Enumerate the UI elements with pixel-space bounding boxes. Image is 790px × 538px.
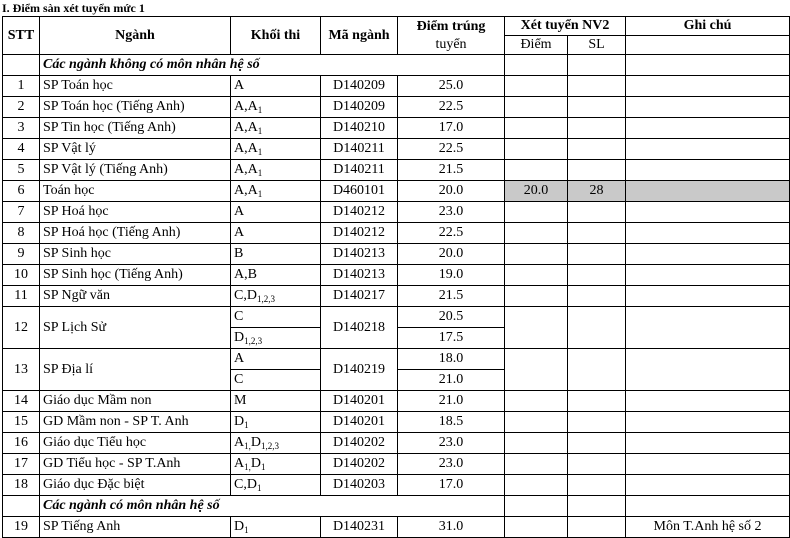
nv2-diem-cell [505, 391, 568, 412]
khoi-thi-cell: $A,A_1$ [231, 181, 321, 202]
table-row [3, 76, 790, 97]
nv2-diem-cell [505, 307, 568, 349]
ma-nganh-cell: D140212 [321, 202, 398, 223]
stt-cell: 8 [3, 223, 40, 244]
nv2-diem-cell [505, 412, 568, 433]
khoi-thi-cell: $A,A_1$ [231, 118, 321, 139]
ghi-chu-cell [626, 55, 790, 76]
table-row [3, 349, 790, 370]
nv2-diem-cell [505, 97, 568, 118]
ghi-chu-cell: Môn T.Anh hệ số 2 [626, 517, 790, 538]
ghi-chu-cell [626, 202, 790, 223]
header-nv2-sl: SL [568, 36, 626, 55]
nv2-diem-cell [505, 433, 568, 454]
khoi-thi-cell: $A_{1,}D_{1,2,3}$ [231, 433, 321, 454]
stt-cell: 19 [3, 517, 40, 538]
table-row [3, 223, 790, 244]
stt-cell: 3 [3, 118, 40, 139]
table-row [3, 118, 790, 139]
nganh-cell: SP Lịch Sử [40, 307, 231, 349]
ghi-chu-cell [626, 265, 790, 286]
nganh-cell: SP Tin học (Tiếng Anh) [40, 118, 231, 139]
nganh-cell: SP Hoá học [40, 202, 231, 223]
ma-nganh-cell: D140209 [321, 97, 398, 118]
nv2-diem-cell [505, 202, 568, 223]
section-row-with-coefficient [3, 496, 790, 517]
ghi-chu-cell [626, 181, 790, 202]
khoi-thi-cell: A [231, 349, 321, 370]
nv2-sl-cell [568, 496, 626, 517]
nv2-sl-cell [568, 454, 626, 475]
nv2-diem-cell [505, 139, 568, 160]
section-label: Các ngành không có môn nhân hệ số [40, 55, 505, 76]
khoi-thi-cell: $D_1$ [231, 517, 321, 538]
nganh-cell: SP Tiếng Anh [40, 517, 231, 538]
diem-trung-tuyen-cell: 23.0 [398, 454, 505, 475]
header-nganh: Ngành [40, 17, 231, 55]
nv2-diem-cell [505, 223, 568, 244]
ghi-chu-cell [626, 433, 790, 454]
nv2-diem-cell [505, 496, 568, 517]
ghi-chu-cell [626, 118, 790, 139]
khoi-thi-cell: $C,D_{1,2,3}$ [231, 286, 321, 307]
nv2-sl-cell [568, 391, 626, 412]
nganh-cell: SP Ngữ văn [40, 286, 231, 307]
nv2-diem-cell [505, 160, 568, 181]
stt-cell: 17 [3, 454, 40, 475]
nganh-cell: SP Sinh học (Tiếng Anh) [40, 265, 231, 286]
stt-cell: 16 [3, 433, 40, 454]
ma-nganh-cell: D140209 [321, 76, 398, 97]
stt-cell: 12 [3, 307, 40, 349]
header-diem-line-1: Điểm trúng [416, 18, 486, 34]
nv2-sl-cell [568, 76, 626, 97]
stt-cell: 11 [3, 286, 40, 307]
diem-trung-tuyen-cell: 20.5 [398, 307, 505, 328]
nganh-cell: GD Mầm non - SP T. Anh [40, 412, 231, 433]
diem-trung-tuyen-cell: 21.0 [398, 391, 505, 412]
admission-table [2, 16, 790, 538]
ghi-chu-cell [626, 223, 790, 244]
table-row [3, 412, 790, 433]
diem-trung-tuyen-cell: 25.0 [398, 76, 505, 97]
ghi-chu-cell [626, 349, 790, 391]
diem-trung-tuyen-cell: 22.5 [398, 139, 505, 160]
nv2-sl-cell [568, 160, 626, 181]
ghi-chu-cell [626, 475, 790, 496]
ma-nganh-cell: D140213 [321, 244, 398, 265]
diem-trung-tuyen-cell: 18.0 [398, 349, 505, 370]
nv2-diem-cell [505, 349, 568, 391]
diem-trung-tuyen-cell: 20.0 [398, 244, 505, 265]
section-stt-blank [3, 496, 40, 517]
table-row [3, 97, 790, 118]
nganh-cell: Toán học [40, 181, 231, 202]
table-row [3, 139, 790, 160]
ma-nganh-cell: D140218 [321, 307, 398, 349]
nv2-sl-cell [568, 55, 626, 76]
stt-cell: 4 [3, 139, 40, 160]
section-row-no-coefficient [3, 55, 790, 76]
header-ghi-chu: Ghi chú [626, 17, 790, 36]
stt-cell: 6 [3, 181, 40, 202]
ma-nganh-cell: D460101 [321, 181, 398, 202]
nganh-cell: SP Sinh học [40, 244, 231, 265]
stt-cell: 2 [3, 97, 40, 118]
stt-cell: 5 [3, 160, 40, 181]
khoi-thi-cell: $D_1$ [231, 412, 321, 433]
khoi-thi-cell: B [231, 244, 321, 265]
stt-cell: 13 [3, 349, 40, 391]
header-stt: STT [3, 17, 40, 55]
ma-nganh-cell: D140217 [321, 286, 398, 307]
header-khoi-thi: Khối thi [231, 17, 321, 55]
diem-trung-tuyen-cell: 22.5 [398, 97, 505, 118]
header-nv2-diem: Điểm [505, 36, 568, 55]
header-ghi-chu-blank [626, 36, 790, 55]
nv2-sl-cell [568, 349, 626, 391]
ghi-chu-cell [626, 412, 790, 433]
nganh-cell: Giáo dục Mầm non [40, 391, 231, 412]
diem-trung-tuyen-cell: 18.5 [398, 412, 505, 433]
diem-trung-tuyen-cell: 17.0 [398, 475, 505, 496]
khoi-thi-cell: C [231, 370, 321, 391]
table-row [3, 244, 790, 265]
nganh-cell: GD Tiểu học - SP T.Anh [40, 454, 231, 475]
page-title: I. Điểm sàn xét tuyển mức 1 [2, 1, 145, 15]
nv2-sl-cell [568, 286, 626, 307]
ghi-chu-cell [626, 286, 790, 307]
nv2-sl-cell: 28 [568, 181, 626, 202]
ghi-chu-cell [626, 76, 790, 97]
diem-trung-tuyen-cell: 19.0 [398, 265, 505, 286]
table-row [3, 433, 790, 454]
khoi-thi-cell: C [231, 307, 321, 328]
diem-trung-tuyen-cell: 22.5 [398, 223, 505, 244]
diem-trung-tuyen-cell: 21.0 [398, 370, 505, 391]
nv2-sl-cell [568, 118, 626, 139]
nv2-sl-cell [568, 139, 626, 160]
diem-trung-tuyen-cell: 23.0 [398, 433, 505, 454]
ma-nganh-cell: D140202 [321, 433, 398, 454]
ma-nganh-cell: D140211 [321, 160, 398, 181]
table-row [3, 160, 790, 181]
diem-trung-tuyen-cell: 17.0 [398, 118, 505, 139]
stt-cell: 14 [3, 391, 40, 412]
ma-nganh-cell: D140210 [321, 118, 398, 139]
nv2-diem-cell [505, 118, 568, 139]
ghi-chu-cell [626, 97, 790, 118]
table-row [3, 265, 790, 286]
nv2-sl-cell [568, 517, 626, 538]
table-row [3, 391, 790, 412]
stt-cell: 18 [3, 475, 40, 496]
khoi-thi-cell: M [231, 391, 321, 412]
diem-trung-tuyen-cell: 21.5 [398, 160, 505, 181]
ghi-chu-cell [626, 391, 790, 412]
stt-cell: 10 [3, 265, 40, 286]
nganh-cell: SP Vật lý [40, 139, 231, 160]
diem-trung-tuyen-cell: 20.0 [398, 181, 505, 202]
khoi-thi-cell: A,B [231, 265, 321, 286]
ma-nganh-cell: D140231 [321, 517, 398, 538]
ma-nganh-cell: D140201 [321, 412, 398, 433]
table-row [3, 517, 790, 538]
stt-cell: 9 [3, 244, 40, 265]
ghi-chu-cell [626, 496, 790, 517]
header-xet-tuyen-nv2: Xét tuyển NV2 [505, 17, 626, 36]
nganh-cell: SP Toán học (Tiếng Anh) [40, 97, 231, 118]
khoi-thi-cell: $A,A_1$ [231, 97, 321, 118]
table-row [3, 475, 790, 496]
ma-nganh-cell: D140201 [321, 391, 398, 412]
nv2-diem-cell [505, 55, 568, 76]
khoi-thi-cell: $A_{1,}D_1$ [231, 454, 321, 475]
ma-nganh-cell: D140202 [321, 454, 398, 475]
ghi-chu-cell [626, 160, 790, 181]
ghi-chu-cell [626, 139, 790, 160]
khoi-thi-cell: $A,A_1$ [231, 160, 321, 181]
section-stt-blank [3, 55, 40, 76]
nv2-diem-cell [505, 454, 568, 475]
nv2-diem-cell: 20.0 [505, 181, 568, 202]
diem-trung-tuyen-cell: 17.5 [398, 328, 505, 349]
khoi-thi-cell: $A,A_1$ [231, 139, 321, 160]
nv2-sl-cell [568, 223, 626, 244]
ma-nganh-cell: D140211 [321, 139, 398, 160]
ghi-chu-cell [626, 244, 790, 265]
nv2-diem-cell [505, 475, 568, 496]
stt-cell: 15 [3, 412, 40, 433]
nv2-sl-cell [568, 475, 626, 496]
ghi-chu-cell [626, 307, 790, 349]
table-row [3, 181, 790, 202]
ma-nganh-cell: D140219 [321, 349, 398, 391]
nv2-sl-cell [568, 433, 626, 454]
table-row [3, 454, 790, 475]
diem-trung-tuyen-cell: 31.0 [398, 517, 505, 538]
nganh-cell: Giáo dục Đặc biệt [40, 475, 231, 496]
stt-cell: 7 [3, 202, 40, 223]
nganh-cell: SP Địa lí [40, 349, 231, 391]
nganh-cell: SP Vật lý (Tiếng Anh) [40, 160, 231, 181]
table-row [3, 202, 790, 223]
ma-nganh-cell: D140213 [321, 265, 398, 286]
nganh-cell: Giáo dục Tiểu học [40, 433, 231, 454]
nv2-diem-cell [505, 244, 568, 265]
nv2-sl-cell [568, 265, 626, 286]
khoi-thi-cell: A [231, 76, 321, 97]
khoi-thi-cell: A [231, 202, 321, 223]
diem-trung-tuyen-cell: 21.5 [398, 286, 505, 307]
nv2-diem-cell [505, 265, 568, 286]
nv2-diem-cell [505, 286, 568, 307]
nv2-diem-cell [505, 517, 568, 538]
ghi-chu-cell [626, 454, 790, 475]
header-ma-nganh: Mã ngành [321, 17, 398, 55]
khoi-thi-cell: $D_{1,2,3}$ [231, 328, 321, 349]
nv2-sl-cell [568, 97, 626, 118]
nv2-sl-cell [568, 412, 626, 433]
nv2-sl-cell [568, 307, 626, 349]
header-diem-line-2: tuyển [435, 36, 467, 52]
table-row [3, 286, 790, 307]
nganh-cell: SP Toán học [40, 76, 231, 97]
diem-trung-tuyen-cell: 23.0 [398, 202, 505, 223]
nv2-sl-cell [568, 202, 626, 223]
ma-nganh-cell: D140212 [321, 223, 398, 244]
nv2-diem-cell [505, 76, 568, 97]
nganh-cell: SP Hoá học (Tiếng Anh) [40, 223, 231, 244]
section-label: Các ngành có môn nhân hệ số [40, 496, 505, 517]
nv2-sl-cell [568, 244, 626, 265]
table-row [3, 307, 790, 328]
ma-nganh-cell: D140203 [321, 475, 398, 496]
header-diem-trung-tuyen [398, 17, 505, 55]
khoi-thi-cell: A [231, 223, 321, 244]
khoi-thi-cell: $C,D_1$ [231, 475, 321, 496]
stt-cell: 1 [3, 76, 40, 97]
